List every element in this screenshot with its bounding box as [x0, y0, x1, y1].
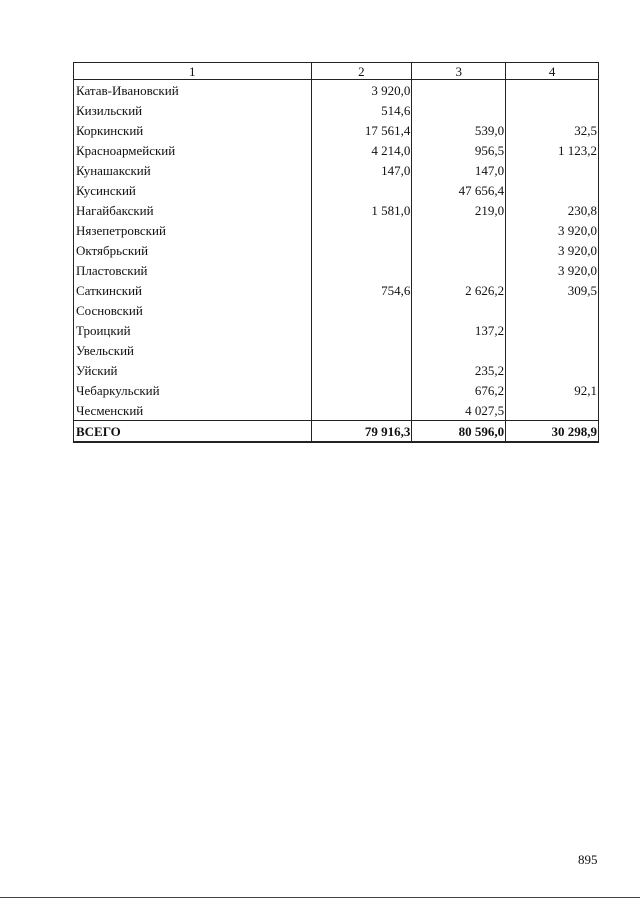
- page-number: 895: [578, 852, 598, 867]
- value-cell: [412, 100, 506, 120]
- table-row: [74, 80, 599, 101]
- table-row: [74, 400, 599, 421]
- district-name-cell: Уйский: [74, 360, 312, 380]
- table-row: [74, 300, 599, 320]
- district-name-cell: Коркинский: [74, 120, 312, 140]
- value-cell: [311, 260, 412, 280]
- value-cell: [506, 360, 599, 380]
- district-name-cell: Чесменский: [74, 400, 312, 421]
- value-cell: [311, 360, 412, 380]
- column-header: 4: [506, 63, 599, 80]
- total-label: ВСЕГО: [74, 421, 312, 443]
- value-cell: [506, 80, 599, 101]
- value-cell: 3 920,0: [506, 240, 599, 260]
- value-cell: 32,5: [506, 120, 599, 140]
- value-cell: [311, 240, 412, 260]
- value-cell: [506, 100, 599, 120]
- value-cell: 17 561,4: [311, 120, 412, 140]
- value-cell: [311, 380, 412, 400]
- value-cell: [412, 260, 506, 280]
- table-body: [74, 80, 599, 421]
- value-cell: [506, 160, 599, 180]
- district-name-cell: Катав-Ивановский: [74, 80, 312, 101]
- value-cell: [412, 300, 506, 320]
- data-table: [73, 62, 599, 443]
- value-cell: 956,5: [412, 140, 506, 160]
- value-cell: 1 123,2: [506, 140, 599, 160]
- table-row: [74, 220, 599, 240]
- column-header: 3: [412, 63, 506, 80]
- district-name-cell: Нагайбакский: [74, 200, 312, 220]
- value-cell: 92,1: [506, 380, 599, 400]
- value-cell: [412, 80, 506, 101]
- district-name-cell: Сосновский: [74, 300, 312, 320]
- table-row: [74, 360, 599, 380]
- table-row: [74, 180, 599, 200]
- district-name-cell: Кизильский: [74, 100, 312, 120]
- district-name-cell: Чебаркульский: [74, 380, 312, 400]
- value-cell: [506, 180, 599, 200]
- value-cell: 235,2: [412, 360, 506, 380]
- value-cell: 3 920,0: [311, 80, 412, 101]
- value-cell: [311, 220, 412, 240]
- value-cell: [412, 220, 506, 240]
- district-name-cell: Кунашакский: [74, 160, 312, 180]
- table-row: [74, 260, 599, 280]
- value-cell: 754,6: [311, 280, 412, 300]
- value-cell: 4 027,5: [412, 400, 506, 421]
- district-name-cell: Кусинский: [74, 180, 312, 200]
- table-row: [74, 380, 599, 400]
- district-name-cell: Увельский: [74, 340, 312, 360]
- value-cell: 539,0: [412, 120, 506, 140]
- table-row: [74, 320, 599, 340]
- district-name-cell: Октябрьский: [74, 240, 312, 260]
- value-cell: 3 920,0: [506, 260, 599, 280]
- value-cell: [506, 400, 599, 421]
- value-cell: 2 626,2: [412, 280, 506, 300]
- value-cell: [311, 180, 412, 200]
- total-cell: 30 298,9: [506, 421, 599, 443]
- value-cell: 230,8: [506, 200, 599, 220]
- table-header-row: [74, 63, 599, 80]
- district-name-cell: Пластовский: [74, 260, 312, 280]
- value-cell: 147,0: [311, 160, 412, 180]
- table-row: [74, 160, 599, 180]
- column-header: 1: [74, 63, 312, 80]
- value-cell: 219,0: [412, 200, 506, 220]
- district-name-cell: Красноармейский: [74, 140, 312, 160]
- table-row: [74, 240, 599, 260]
- value-cell: 3 920,0: [506, 220, 599, 240]
- value-cell: [506, 320, 599, 340]
- total-row: [74, 421, 599, 443]
- district-name-cell: Нязепетровский: [74, 220, 312, 240]
- value-cell: [506, 340, 599, 360]
- value-cell: [311, 320, 412, 340]
- table-row: [74, 200, 599, 220]
- district-name-cell: Саткинский: [74, 280, 312, 300]
- district-name-cell: Троицкий: [74, 320, 312, 340]
- value-cell: [311, 300, 412, 320]
- value-cell: 309,5: [506, 280, 599, 300]
- table-row: [74, 340, 599, 360]
- total-cell: 79 916,3: [311, 421, 412, 443]
- value-cell: [412, 240, 506, 260]
- value-cell: 1 581,0: [311, 200, 412, 220]
- value-cell: 4 214,0: [311, 140, 412, 160]
- column-header: 2: [311, 63, 412, 80]
- value-cell: [506, 300, 599, 320]
- value-cell: [311, 400, 412, 421]
- table-row: [74, 100, 599, 120]
- value-cell: 514,6: [311, 100, 412, 120]
- table-row: [74, 280, 599, 300]
- value-cell: 47 656,4: [412, 180, 506, 200]
- value-cell: 676,2: [412, 380, 506, 400]
- table-row: [74, 120, 599, 140]
- value-cell: 137,2: [412, 320, 506, 340]
- table-row: [74, 140, 599, 160]
- value-cell: [311, 340, 412, 360]
- footer-rule: [0, 897, 640, 898]
- value-cell: 147,0: [412, 160, 506, 180]
- value-cell: [412, 340, 506, 360]
- total-cell: 80 596,0: [412, 421, 506, 443]
